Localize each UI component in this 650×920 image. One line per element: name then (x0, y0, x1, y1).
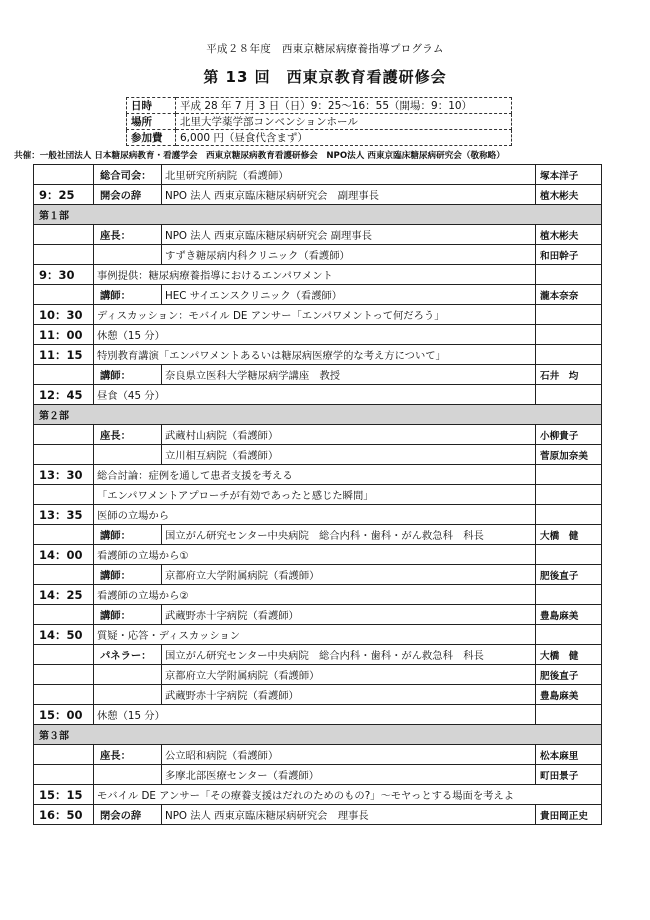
schedule-row (34, 605, 602, 625)
page-title: 第 13 回 西東京教育看護研修会 (203, 68, 447, 86)
time-cell: 10：30 (34, 305, 94, 325)
time-cell (34, 165, 94, 185)
role-cell: 座長： (94, 745, 162, 765)
role-cell (94, 665, 162, 685)
session-title: 質疑・応答・ディスカッション (94, 625, 536, 645)
time-cell (34, 645, 94, 665)
affiliation-cell: 武蔵村山病院（看護師） (162, 425, 536, 445)
schedule-row (34, 285, 602, 305)
time-cell: 13：30 (34, 465, 94, 485)
role-cell (94, 685, 162, 705)
schedule-row (34, 645, 602, 665)
time-cell (34, 365, 94, 385)
info-label: 参加費 (127, 130, 176, 146)
session-title: 休憩（15 分） (94, 325, 536, 345)
person-cell: 松本麻里 (536, 745, 602, 765)
section-header (34, 405, 602, 425)
role-cell: 総合司会： (94, 165, 162, 185)
section-header (34, 725, 602, 745)
schedule-row (34, 745, 602, 765)
time-cell: 11：15 (34, 345, 94, 365)
role-cell (94, 445, 162, 465)
schedule-row (34, 465, 602, 485)
person-cell: 町田景子 (536, 765, 602, 785)
session-title: 昼食（45 分） (94, 385, 536, 405)
person-cell (536, 305, 602, 325)
affiliation-cell: 北里研究所病院（看護師） (162, 165, 536, 185)
affiliation-cell: NPO 法人 西東京臨床糖尿病研究会 理事長 (162, 805, 536, 825)
info-row-fee (127, 130, 512, 146)
affiliation-cell: 国立がん研究センター中央病院 総合内科・歯科・がん救急科 科長 (162, 645, 536, 665)
schedule-row (34, 505, 602, 525)
time-cell: 13：35 (34, 505, 94, 525)
person-cell: 植木彬夫 (536, 225, 602, 245)
session-title: モバイル DE アンサー「その療養支援はだれのためのもの?」～モヤっとする場面を考えよ (94, 785, 602, 805)
person-cell: 和田幹子 (536, 245, 602, 265)
info-value: 6,000 円（昼食代含まず） (176, 130, 512, 146)
info-row-venue (127, 114, 512, 130)
session-title: 看護師の立場から① (94, 545, 536, 565)
time-cell (34, 425, 94, 445)
person-cell: 大橋 健 (536, 525, 602, 545)
schedule-row (34, 665, 602, 685)
person-cell (536, 325, 602, 345)
affiliation-cell: 立川相互病院（看護師） (162, 445, 536, 465)
schedule-row (34, 425, 602, 445)
person-cell: 塚本洋子 (536, 165, 602, 185)
role-cell: 座長： (94, 225, 162, 245)
schedule-row (34, 545, 602, 565)
person-cell: 植木彬夫 (536, 185, 602, 205)
time-cell (34, 485, 94, 505)
schedule-row (34, 565, 602, 585)
person-cell: 瀧本奈奈 (536, 285, 602, 305)
affiliation-cell: 国立がん研究センター中央病院 総合内科・歯科・がん救急科 科長 (162, 525, 536, 545)
person-cell: 肥後直子 (536, 665, 602, 685)
affiliation-cell: 武蔵野赤十字病院（看護師） (162, 685, 536, 705)
session-title: 看護師の立場から② (94, 585, 536, 605)
schedule-row (34, 525, 602, 545)
time-cell (34, 445, 94, 465)
person-cell (536, 505, 602, 525)
role-cell: パネラー： (94, 645, 162, 665)
sponsor-line: 共催：一般社団法人 日本糖尿病教育・看護学会 西東京糖尿病教育看護研修会 NPO法人 西東京臨床糖尿病研究会（敬称略） (14, 151, 505, 161)
affiliation-cell: 武蔵野赤十字病院（看護師） (162, 605, 536, 625)
affiliation-cell: 京都府立大学附属病院（看護師） (162, 565, 536, 585)
schedule-row (34, 245, 602, 265)
time-cell: 14：50 (34, 625, 94, 645)
schedule-row (34, 485, 602, 505)
affiliation-cell: HEC サイエンスクリニック（看護師） (162, 285, 536, 305)
person-cell (536, 585, 602, 605)
role-cell: 講師： (94, 565, 162, 585)
time-cell: 14：00 (34, 545, 94, 565)
time-cell: 16：50 (34, 805, 94, 825)
time-cell (34, 665, 94, 685)
affiliation-cell: NPO 法人 西東京臨床糖尿病研究会 副理事長 (162, 225, 536, 245)
time-cell (34, 605, 94, 625)
time-cell (34, 225, 94, 245)
schedule-row (34, 185, 602, 205)
affiliation-cell: 多摩北部医療センター（看護師） (162, 765, 536, 785)
session-title: 事例提供：糖尿病療養指導におけるエンパワメント (94, 265, 536, 285)
person-cell: 貴田岡正史 (536, 805, 602, 825)
schedule-row (34, 225, 602, 245)
info-label: 日時 (127, 98, 176, 114)
person-cell: 豊島麻美 (536, 605, 602, 625)
session-title: ディスカッション：モバイル DE アンサー「エンパワメントって何だろう」 (94, 305, 536, 325)
schedule-row (34, 765, 602, 785)
schedule-row (34, 385, 602, 405)
person-cell (536, 345, 602, 365)
schedule-table (33, 164, 602, 825)
info-value: 北里大学薬学部コンベンションホール (176, 114, 512, 130)
time-cell (34, 285, 94, 305)
section-label: 第３部 (34, 725, 602, 745)
time-cell: 9：30 (34, 265, 94, 285)
affiliation-cell: NPO 法人 西東京臨床糖尿病研究会 副理事長 (162, 185, 536, 205)
role-cell: 開会の辞 (94, 185, 162, 205)
session-title: 「エンパワメントアプローチが有効であったと感じた瞬間」 (94, 485, 536, 505)
info-row-date (127, 98, 512, 114)
role-cell: 座長： (94, 425, 162, 445)
time-cell: 9：25 (34, 185, 94, 205)
person-cell: 小柳貴子 (536, 425, 602, 445)
schedule-row (34, 685, 602, 705)
time-cell (34, 245, 94, 265)
schedule-row (34, 805, 602, 825)
schedule-row (34, 705, 602, 725)
schedule-row (34, 445, 602, 465)
person-cell (536, 485, 602, 505)
schedule-row (34, 265, 602, 285)
schedule-row (34, 585, 602, 605)
affiliation-cell: 京都府立大学附属病院（看護師） (162, 665, 536, 685)
person-cell (536, 465, 602, 485)
person-cell: 豊島麻美 (536, 685, 602, 705)
person-cell (536, 265, 602, 285)
affiliation-cell: 奈良県立医科大学糖尿病学講座 教授 (162, 365, 536, 385)
role-cell: 講師： (94, 605, 162, 625)
schedule-row (34, 345, 602, 365)
person-cell (536, 705, 602, 725)
affiliation-cell: すずき糖尿病内科クリニック（看護師） (162, 245, 536, 265)
schedule-row (34, 305, 602, 325)
person-cell (536, 625, 602, 645)
schedule-row (34, 785, 602, 805)
time-cell (34, 565, 94, 585)
time-cell (34, 765, 94, 785)
time-cell (34, 745, 94, 765)
schedule-row (34, 365, 602, 385)
schedule-row (34, 625, 602, 645)
role-cell (94, 765, 162, 785)
session-title: 特別教育講演「エンパワメントあるいは糖尿病医療学的な考え方について」 (94, 345, 536, 365)
session-title: 医師の立場から (94, 505, 536, 525)
time-cell: 15：15 (34, 785, 94, 805)
info-value: 平成 28 年 7 月 3 日（日）9：25～16：55（開場：9：10） (176, 98, 512, 114)
role-cell: 閉会の辞 (94, 805, 162, 825)
section-label: 第１部 (34, 205, 602, 225)
session-title: 総合討論：症例を通して患者支援を考える (94, 465, 536, 485)
role-cell (94, 245, 162, 265)
role-cell: 講師： (94, 285, 162, 305)
section-label: 第２部 (34, 405, 602, 425)
person-cell: 肥後直子 (536, 565, 602, 585)
role-cell: 講師： (94, 525, 162, 545)
person-cell: 石井 均 (536, 365, 602, 385)
schedule-row (34, 165, 602, 185)
time-cell (34, 685, 94, 705)
role-cell: 講師： (94, 365, 162, 385)
person-cell (536, 385, 602, 405)
program-heading: 平成２８年度 西東京糖尿病療養指導プログラム (206, 43, 444, 55)
session-title: 休憩（15 分） (94, 705, 536, 725)
person-cell (536, 545, 602, 565)
info-label: 場所 (127, 114, 176, 130)
affiliation-cell: 公立昭和病院（看護師） (162, 745, 536, 765)
time-cell: 12：45 (34, 385, 94, 405)
time-cell: 11：00 (34, 325, 94, 345)
time-cell (34, 525, 94, 545)
schedule-row (34, 325, 602, 345)
time-cell: 14：25 (34, 585, 94, 605)
section-header (34, 205, 602, 225)
event-info-table (126, 97, 512, 146)
time-cell: 15：00 (34, 705, 94, 725)
person-cell: 大橋 健 (536, 645, 602, 665)
person-cell: 菅原加奈美 (536, 445, 602, 465)
